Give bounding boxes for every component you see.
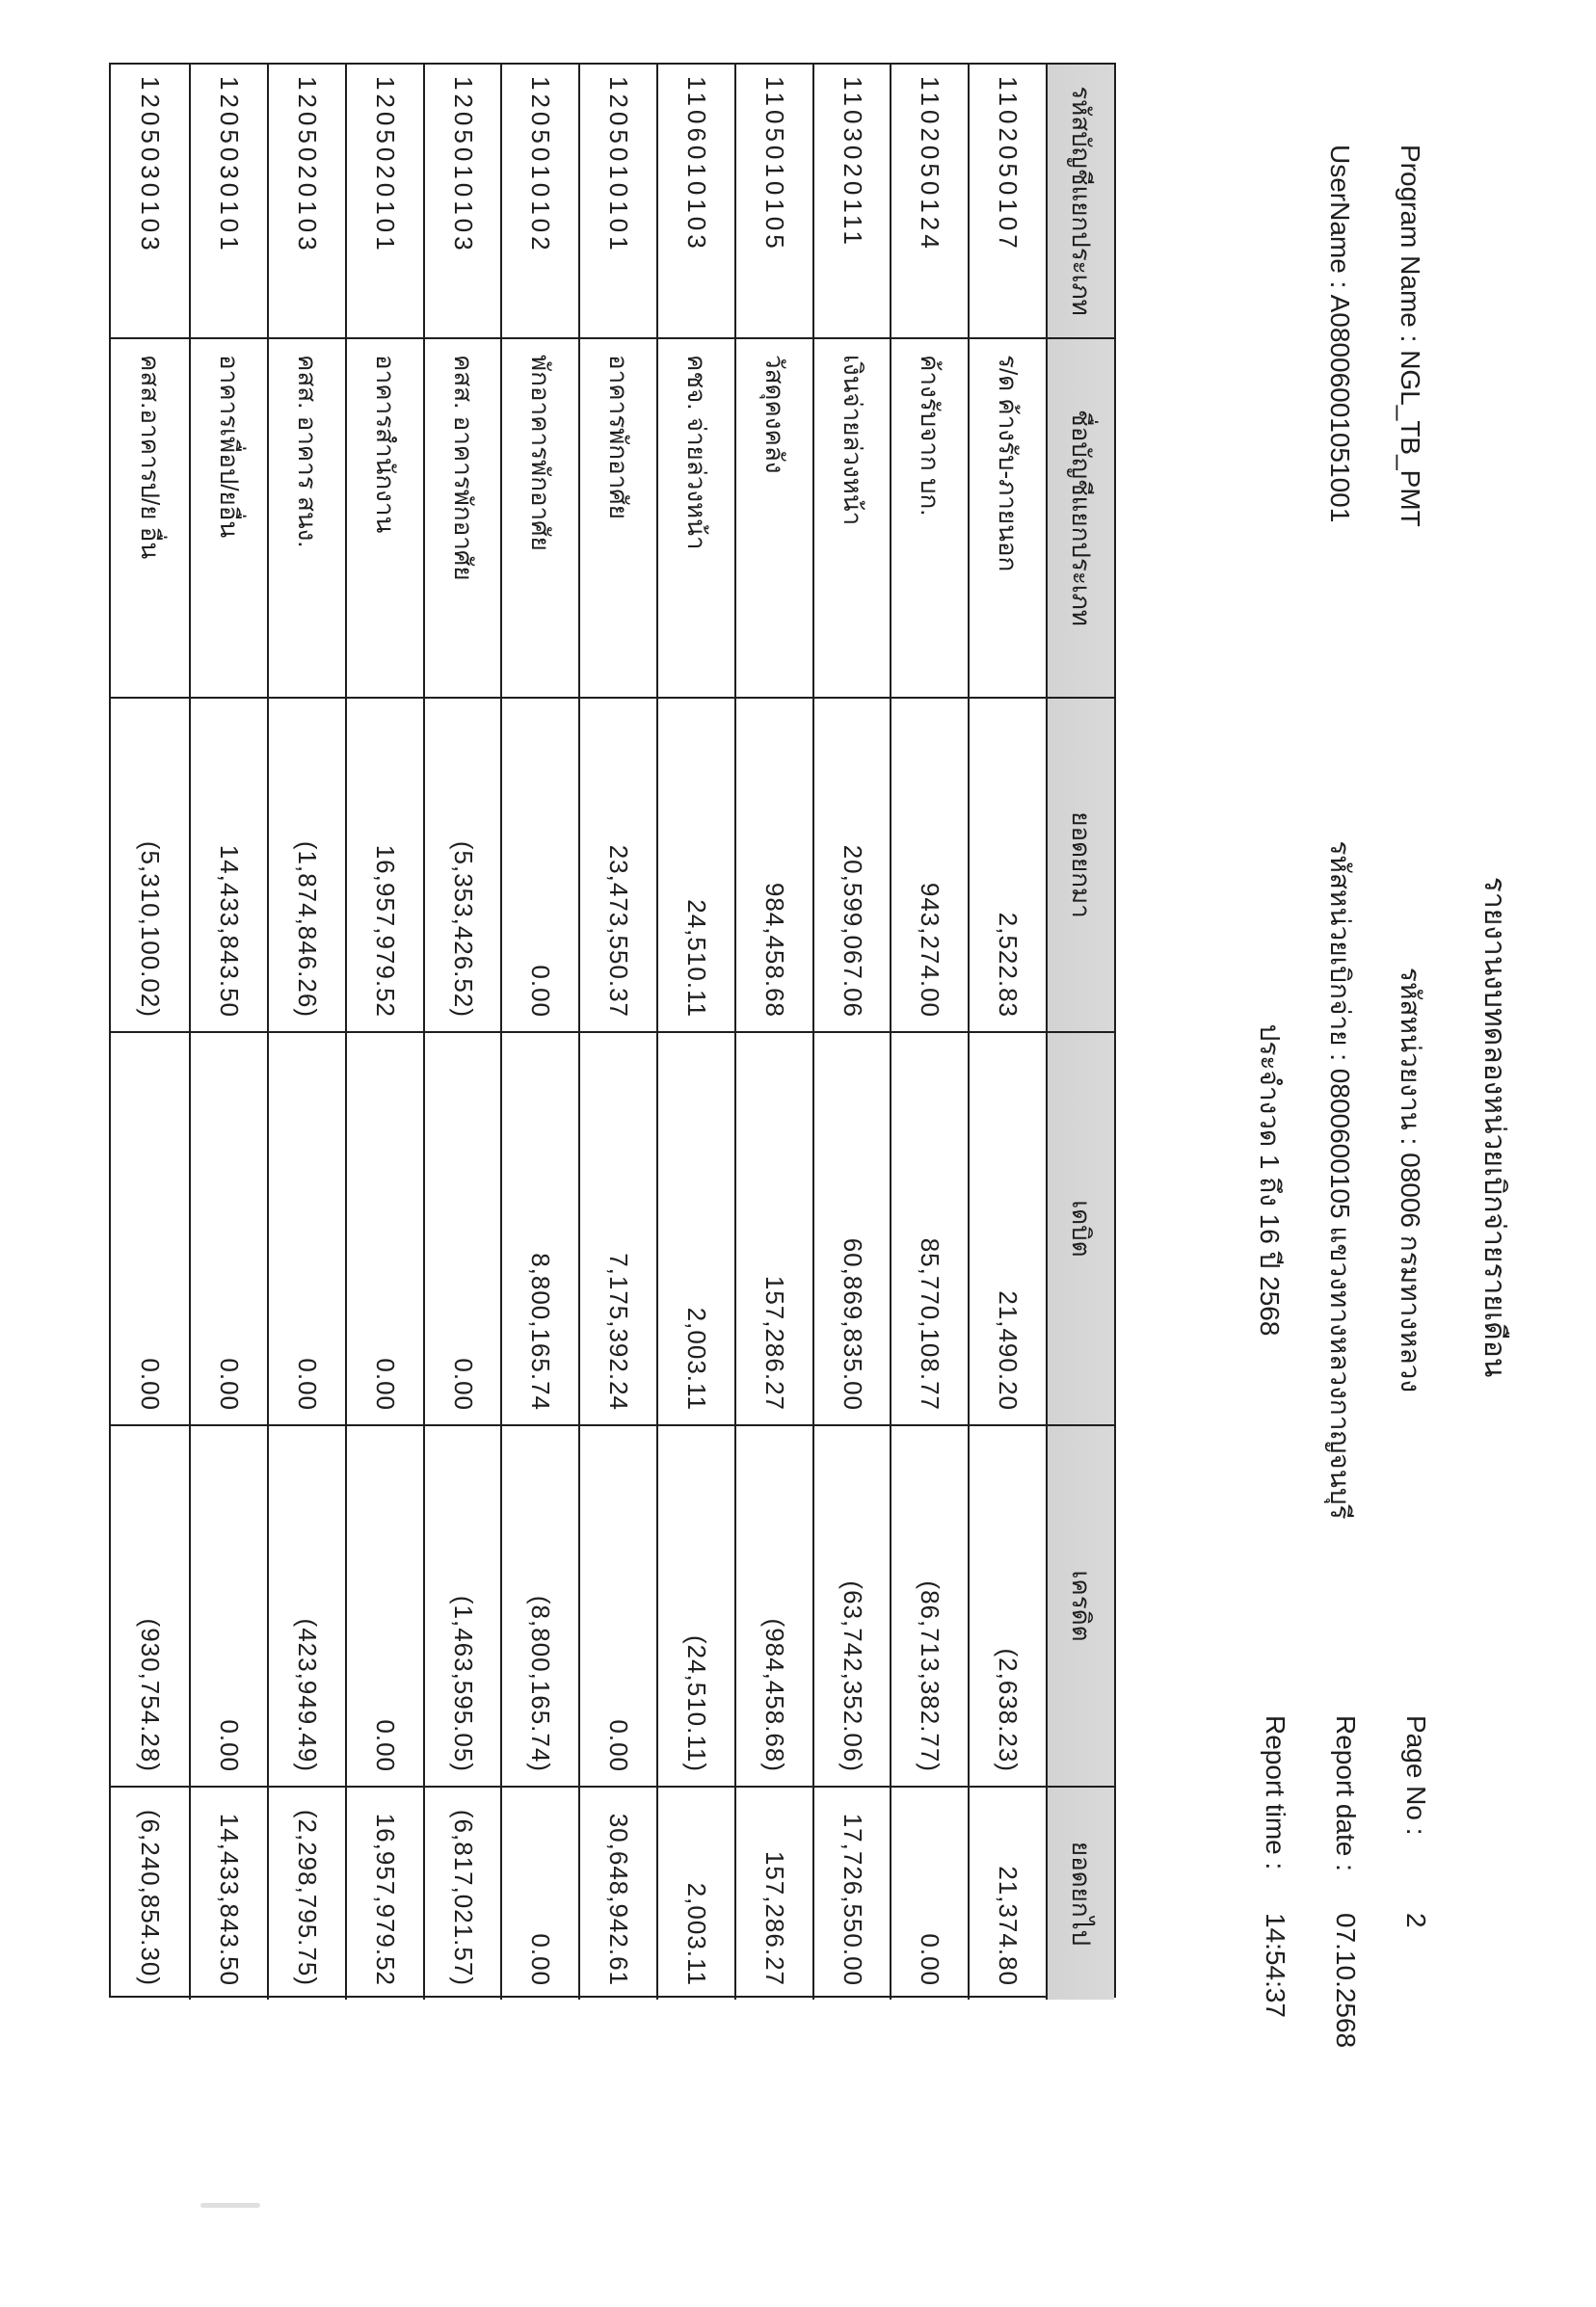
- page-title: รายงานงบทดลองหน่วยเบิกจ่ายรายเดือน: [1478, 876, 1510, 1378]
- cell-balance-forward: 14,433,843.50: [189, 699, 267, 1033]
- cell-debit: 2,003.11: [656, 1033, 734, 1426]
- cell-account-name: คสส. อาคารพักอาศัย: [423, 339, 501, 699]
- cell-account-code: 1102050124: [890, 65, 968, 339]
- cell-balance-forward: 0.00: [500, 699, 578, 1033]
- cell-debit: 0.00: [267, 1033, 345, 1426]
- col-header-account-code: รหัสบัญชีแยกประเภท: [1046, 65, 1114, 339]
- cell-account-code: 1102050107: [968, 65, 1046, 339]
- cell-balance-carried: 0.00: [500, 1788, 578, 2000]
- cell-balance-forward: 23,473,550.37: [578, 699, 656, 1033]
- cell-balance-forward: 20,599,067.06: [812, 699, 891, 1033]
- cell-balance-forward: 2,522.83: [968, 699, 1046, 1033]
- cell-balance-forward: 943,274.00: [890, 699, 968, 1033]
- cell-balance-carried: 157,286.27: [734, 1788, 812, 2000]
- col-header-account-name: ชื่อบัญชีแยกประเภท: [1046, 339, 1114, 699]
- cell-account-code: 1205020103: [267, 65, 345, 339]
- cell-credit: (2,638.23): [968, 1426, 1046, 1788]
- cell-debit: 21,490.20: [968, 1033, 1046, 1426]
- cell-account-name: คสส. อาคาร สนง.: [267, 339, 345, 699]
- cell-balance-forward: (1,874,846.26): [267, 699, 345, 1033]
- cell-balance-carried: (6,817,021.57): [423, 1788, 501, 2000]
- cell-credit: (8,800,165.74): [500, 1426, 578, 1788]
- username-value: A08006001051001: [1325, 294, 1355, 523]
- cell-balance-carried: (6,240,854.30): [136, 1809, 166, 1986]
- cell-balance-forward: (5,310,100.02): [111, 699, 189, 1033]
- cell-debit: 0.00: [423, 1033, 501, 1426]
- cell-balance-forward: (5,353,426.52): [423, 699, 501, 1033]
- col-header-balance-carried: ยอดยกไป: [1046, 1788, 1114, 2000]
- report-date-label: Report date :: [1331, 1715, 1361, 1871]
- col-header-credit: เครดิต: [1046, 1426, 1114, 1788]
- cell-credit: (423,949.49): [267, 1426, 345, 1788]
- cell-account-code: 1205030103: [111, 65, 189, 339]
- cell-credit: 0.00: [345, 1426, 423, 1788]
- cell-credit: 0.00: [189, 1426, 267, 1788]
- cell-account-code: 1205010103: [423, 65, 501, 339]
- cell-account-name: อาคารเพื่อป/ยอื่น: [189, 339, 267, 699]
- cell-account-name: ร/ด ค้างรับ-ภายนอก: [968, 339, 1046, 699]
- cell-balance-carried: 16,957,979.52: [345, 1788, 423, 2000]
- cell-balance-forward: 984,458.68: [734, 699, 812, 1033]
- username-label: UserName :: [1325, 145, 1355, 289]
- cell-account-name: อาคารสำนักงาน: [345, 339, 423, 699]
- cell-debit: 85,770,108.77: [890, 1033, 968, 1426]
- cell-credit: (984,458.68): [734, 1426, 812, 1788]
- cell-balance-carried: 0.00: [890, 1788, 968, 2000]
- cell-balance-carried: 30,648,942.61: [578, 1788, 656, 2000]
- cell-account-code: 1105010105: [734, 65, 812, 339]
- cell-balance-carried: 21,374.80: [968, 1788, 1046, 2000]
- cell-credit: (63,742,352.06): [812, 1426, 891, 1788]
- cell-balance-carried: (2,298,795.75): [267, 1788, 345, 2000]
- report-time-label: Report time :: [1261, 1715, 1290, 1870]
- cell-balance-carried: 2,003.11: [656, 1788, 734, 2000]
- report-time-value: 14:54:37: [1261, 1913, 1290, 2018]
- agency-line: รหัสหน่วยงาน : 08006 กรมทางหลวง: [1396, 967, 1425, 1393]
- cell-account-code: 1103020111: [812, 65, 891, 339]
- cell-balance-carried: 17,726,550.00: [812, 1788, 891, 2000]
- cell-balance-carried: 14,433,843.50: [189, 1788, 267, 2000]
- program-name-value: NGL_TB_PMT: [1396, 350, 1425, 527]
- cell-debit: 8,800,165.74: [500, 1033, 578, 1426]
- cell-credit: (24,510.11): [656, 1426, 734, 1788]
- cell-account-code: 1205030101: [189, 65, 267, 339]
- cell-account-name: ค้างรับจาก บก.: [890, 339, 968, 699]
- cell-balance-forward: 16,957,979.52: [345, 699, 423, 1033]
- cell-account-name: อาคารพักอาศัย: [578, 339, 656, 699]
- col-header-balance-forward: ยอดยกมา: [1046, 699, 1114, 1033]
- cell-debit: 60,869,835.00: [812, 1033, 891, 1426]
- report-date-value: 07.10.2568: [1331, 1913, 1361, 2049]
- scan-artifact: [200, 2203, 260, 2208]
- cell-account-code: 1205010101: [578, 65, 656, 339]
- cell-debit: 157,286.27: [734, 1033, 812, 1426]
- cell-debit: 0.00: [345, 1033, 423, 1426]
- program-name-label: Program Name :: [1396, 145, 1425, 343]
- page-no-label: Page No :: [1401, 1715, 1431, 1836]
- col-header-debit: เดบิต: [1046, 1033, 1114, 1426]
- cell-credit: (930,754.28): [111, 1426, 189, 1788]
- cell-account-name: คสส.อาคารป/ย อื่น: [111, 339, 189, 699]
- cell-account-code: 1106010103: [656, 65, 734, 339]
- cell-debit: 0.00: [189, 1033, 267, 1426]
- cell-balance-forward: 24,510.11: [656, 699, 734, 1033]
- cell-account-name: วัสดุคงคลัง: [734, 339, 812, 699]
- cell-account-code: 1205010102: [500, 65, 578, 339]
- period-line: ประจำงวด 1 ถึง 16 ปี 2568: [1255, 1023, 1285, 1337]
- cell-account-code: 1205020101: [345, 65, 423, 339]
- cell-account-name: เงินจ่ายล่วงหน้า: [812, 339, 891, 699]
- cell-credit: (1,463,595.05): [423, 1426, 501, 1788]
- cell-debit: 7,175,392.24: [578, 1033, 656, 1426]
- unit-line: รหัสหน่วยเบิกจ่าย : 0800600105 แขวงทางหลวงกาญจนบุรี: [1325, 840, 1355, 1520]
- cell-account-name: คชจ. จ่ายล่วงหน้า: [656, 339, 734, 699]
- page-no-value: 2: [1401, 1913, 1431, 1928]
- cell-credit: 0.00: [578, 1426, 656, 1788]
- trial-balance-table: [109, 63, 1116, 1998]
- cell-debit: 0.00: [111, 1033, 189, 1426]
- cell-account-name: พักอาคารพักอาศัย: [500, 339, 578, 699]
- cell-credit: (86,713,382.77): [890, 1426, 968, 1788]
